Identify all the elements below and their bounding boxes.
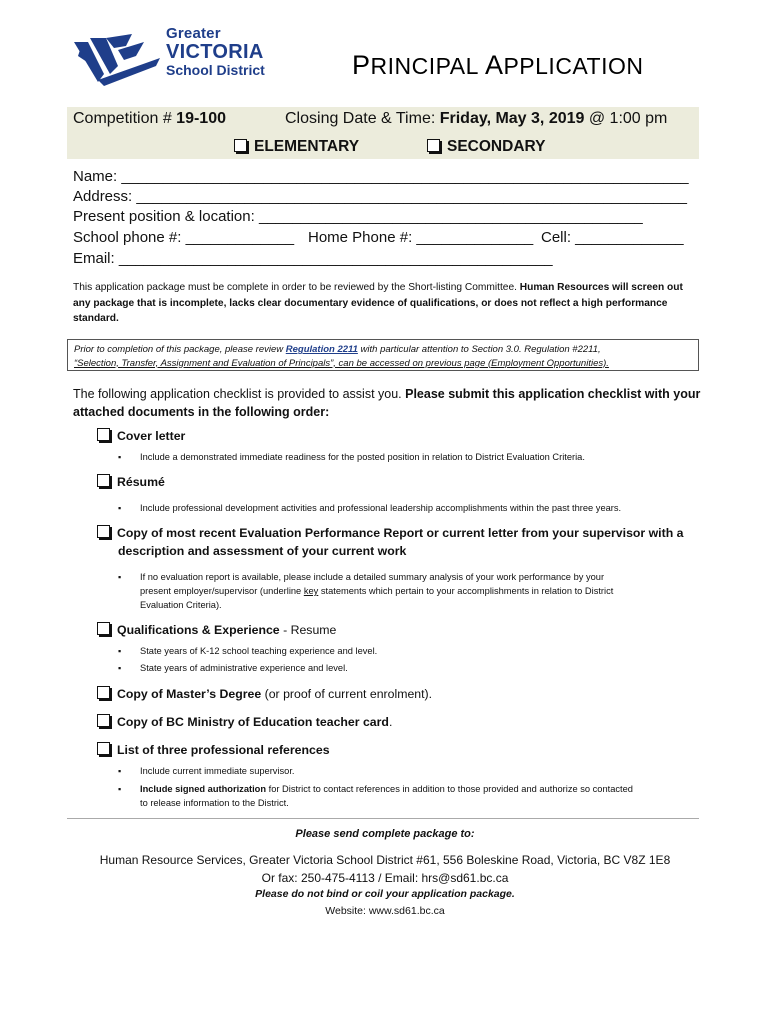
bullet-icon: ▪ xyxy=(118,784,122,794)
bullet-icon: ▪ xyxy=(118,766,122,776)
bullet-icon: ▪ xyxy=(118,503,122,513)
checklist-masters[interactable]: Copy of Master’s Degree (or proof of current enrolment). xyxy=(97,685,432,703)
logo-line-school-district: School District xyxy=(166,62,265,78)
checkbox-icon[interactable] xyxy=(97,622,110,635)
references-note-supervisor: Include current immediate supervisor. xyxy=(140,766,295,776)
qualifications-note-admin: State years of administrative experience and level. xyxy=(140,663,348,673)
present-position-field[interactable]: Present position & location: ______________________________________________ xyxy=(73,208,643,225)
checkbox-icon[interactable] xyxy=(97,714,110,727)
checkbox-icon[interactable] xyxy=(97,474,110,487)
checkbox-icon[interactable] xyxy=(97,428,110,441)
home-phone-field[interactable]: Home Phone #: ______________ xyxy=(308,229,534,246)
checklist-evaluation[interactable]: Copy of most recent Evaluation Performance Report or current letter from your supervisor with a description and assessment of your current work xyxy=(97,524,697,560)
regulation-link[interactable]: Regulation 2211 xyxy=(285,344,358,355)
send-package-heading: Please send complete package to: xyxy=(295,828,475,840)
references-note-authorization: Include signed authorization for District to contact references in addition to those provided and authorize so contacted to release information to the District. xyxy=(140,784,633,808)
checkbox-icon[interactable] xyxy=(97,742,110,755)
cover-letter-note: Include a demonstrated immediate readiness for the posted position in relation to District Evaluation Criteria. xyxy=(140,452,585,462)
school-phone-field[interactable]: School phone #: _____________ xyxy=(73,229,295,246)
elementary-checkbox[interactable]: ELEMENTARY xyxy=(234,138,359,156)
cell-field[interactable]: Cell: _____________ xyxy=(541,229,684,246)
footer-divider xyxy=(67,818,699,819)
qualifications-note-teaching: State years of K-12 school teaching experience and level. xyxy=(140,646,378,656)
logo-line-victoria: VICTORIA xyxy=(166,41,264,63)
checklist-references[interactable]: List of three professional references xyxy=(97,741,330,759)
bullet-icon: ▪ xyxy=(118,663,122,673)
logo-line-greater: Greater xyxy=(166,25,221,42)
email-field[interactable]: Email: ____________________________________________________ xyxy=(73,250,553,267)
checkbox-icon[interactable] xyxy=(427,139,440,152)
hr-address: Human Resource Services, Greater Victoria School District #61, 556 Boleskine Road, Victoria, BC V8Z 1E8 xyxy=(99,853,671,867)
page-title: PRINCIPAL APPLICATION xyxy=(352,50,644,80)
website[interactable]: Website: www.sd61.bc.ca xyxy=(325,905,445,917)
checkbox-icon[interactable] xyxy=(234,139,247,152)
resume-note: Include professional development activities and professional leadership accomplishments within the past three years. xyxy=(140,503,622,513)
checklist-intro: The following application checklist is provided to assist you. Please submit this application checklist with your attached documents in the following order: xyxy=(73,387,701,419)
evaluation-note: If no evaluation report is available, please include a detailed summary analysis of your work performance by your present employer/supervisor (underline key statements which pertain to your accomplishments in relation to District Evaluation Criteria). xyxy=(140,572,614,610)
no-bind-note: Please do not bind or coil your application package. xyxy=(255,888,515,900)
address-field[interactable]: Address: __________________________________________________________________ xyxy=(73,188,687,205)
checklist-resume[interactable]: Résumé xyxy=(97,473,165,491)
checkbox-icon[interactable] xyxy=(97,686,110,699)
secondary-checkbox[interactable]: SECONDARY xyxy=(427,138,545,156)
fax-email: Or fax: 250-475-4113 / Email: hrs@sd61.bc.ca xyxy=(261,871,509,885)
checkbox-icon[interactable] xyxy=(97,525,110,538)
competition-number: Competition # 19-100 xyxy=(73,110,226,127)
bullet-icon: ▪ xyxy=(118,452,122,462)
requirement-paragraph: This application package must be complete in order to be reviewed by the Short-listing Committee. Human Resources will screen out any package that is incomplete, lacks clear documentary evidence of qualifications, or does not reflect a high performance standard. xyxy=(73,282,683,324)
checklist-cover-letter[interactable]: Cover letter xyxy=(97,427,185,445)
district-logo-text xyxy=(166,26,265,77)
checklist-bc-card[interactable]: Copy of BC Ministry of Education teacher card. xyxy=(97,713,392,731)
checklist-qualifications[interactable]: Qualifications & Experience - Resume xyxy=(97,621,336,639)
closing-date: Closing Date & Time: Friday, May 3, 2019 @ 1:00 pm xyxy=(285,110,668,127)
name-field[interactable]: Name: ____________________________________________________________________ xyxy=(73,168,689,185)
bullet-icon: ▪ xyxy=(118,572,122,582)
regulation-note: Prior to completion of this package, please review Regulation 2211 with particular attention to Section 3.0. Regulation #2211, “Selection, Transfer, Assignment and Evaluation of Principals”, can be accessed on previous page (Employment Opportunities). xyxy=(67,339,699,371)
bullet-icon: ▪ xyxy=(118,646,122,656)
